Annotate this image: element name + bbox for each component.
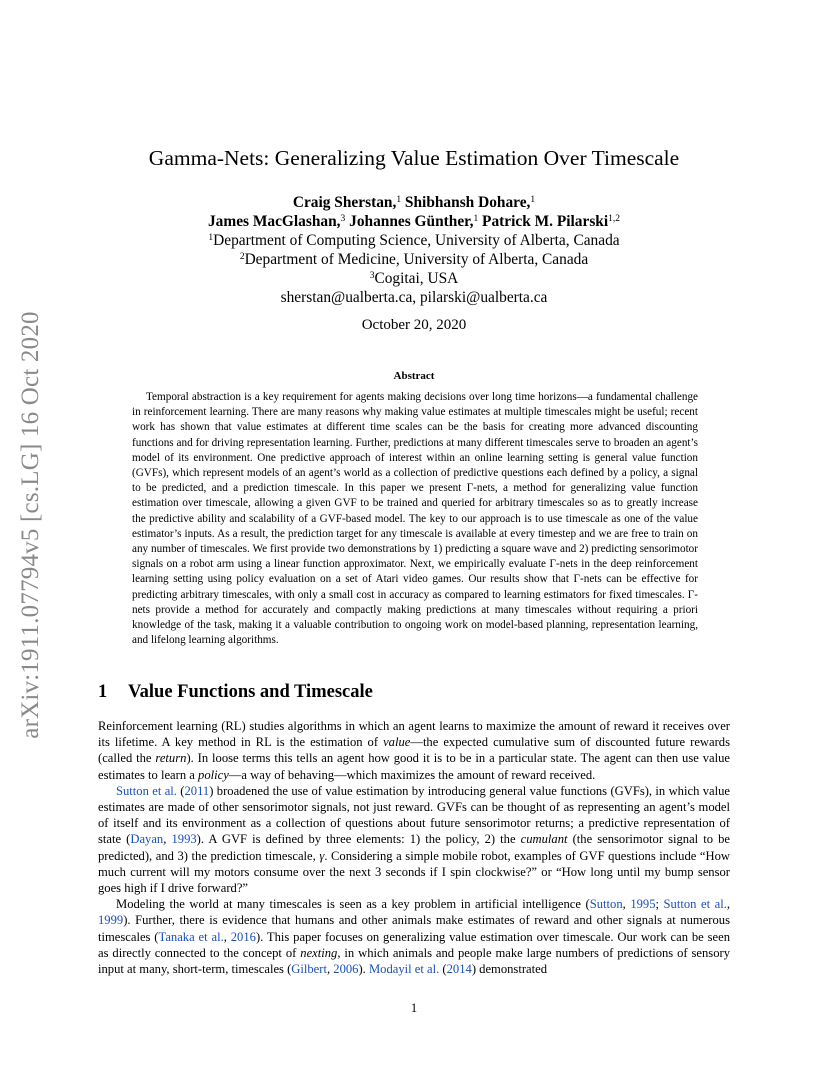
author-name: Shibhansh Dohare, (404, 194, 531, 211)
citation-link[interactable]: Sutton et al. (663, 897, 727, 912)
text-run: ; (655, 897, 664, 912)
citation-link[interactable]: 2016 (230, 929, 256, 944)
citation-link[interactable]: 2011 (184, 783, 210, 798)
emphasis-value: value (383, 735, 411, 750)
text-run: ). Further, there is evidence that humans and other animals make estimates of reward and other signals at numerous timescales ( (98, 913, 730, 944)
citation-link[interactable]: Sutton et al. (116, 783, 177, 798)
paragraph-2 (98, 783, 730, 896)
citation-link[interactable]: Dayan (130, 832, 164, 847)
text-run: —a way of behaving—which maximizes the amount of reward received. (228, 767, 596, 782)
arxiv-identifier: arXiv:1911.07794v5 [cs.LG] 16 Oct 2020 (17, 311, 44, 739)
text-run: , in which animals and people make large numbers of predictions of sensory input at many, short-term, timescales ( (98, 945, 730, 977)
author-line-2 (0, 212, 828, 231)
page-number: 1 (410, 1001, 418, 1015)
gamma-symbol: γ (319, 848, 325, 863)
text-run: ). This paper focuses on generalizing value estimation over timescale. Our work can be seen as directly connected to the concept of (98, 929, 731, 960)
text-run: . Considering a simple mobile robot, examples of GVF questions include “How much current will my motors consume over the next 3 seconds if I spin clockwise?” or “How long until my bump sensor goes high if I drive forward?” (98, 848, 730, 896)
citation-link[interactable]: Sutton (589, 897, 623, 912)
affiliation-text: Department of Medicine, University of Alberta, Canada (244, 251, 589, 268)
paper-title: Gamma-Nets: Generalizing Value Estimation Over Timescale (148, 146, 680, 170)
author-block (0, 193, 828, 307)
text-run: Modeling the world at many timescales is seen as a key problem in artificial intelligence ( (116, 897, 590, 912)
abstract-text: Temporal abstraction is a key requirement for agents making decisions over long time horizons—a fundamental challenge in reinforcement learning. There are many reasons why making value estimates at multiple timescales might be useful; recent work has shown that value estimates at different time scales can be the basis for creating more advanced discounting functions and for driving representation learning. Further, predictions at many different timescales serve to broaden an agent’s model of its environment. One predictive approach of interest within an online learning setting is general value function (GVFs), which represent models of an agent’s world as a collection of predictive questions each defined by a policy, a signal to be predicted, and a prediction timescale. In this paper we present Γ-nets, a method for generalizing value function estimation over timescale, allowing a given GVF to be trained and queried for arbitrary timescales so as to greatly increase the predictive ability and scalability of a GVF-based model. The key to our approach is to use timescale as one of the value estimator’s inputs. As a result, the prediction target for any timescale is available at every timestep and we are free to train on any number of timescales. We first provide two demonstrations by 1) predicting a square wave and 2) predicting sensorimotor signals on a robot arm using a linear function approximator. Next, we empirically evaluate Γ-nets in the deep reinforcement learning setting using policy evaluation on a set of Atari video games. Our results show that Γ-nets can be effective for predicting arbitrary timescales, with only a small cost in accuracy as compared to learning estimators for fixed timescales. Γ-nets provide a method for accurately and compactly making predictions at many timescales without requiring a priori knowledge of the task, making it a valuable contribution to ongoing work on model-based planning, representation learning, and lifelong learning algorithms. (132, 391, 698, 647)
affiliation-mark: 2 (239, 252, 245, 262)
affiliation-mark: 1 (396, 195, 402, 205)
affiliation-mark: 1,2 (608, 214, 621, 224)
affiliation-2 (0, 250, 828, 269)
text-run: , (163, 832, 172, 847)
text-run: Reinforcement learning (RL) studies algorithms in which an agent learns to maximize the amount of reward it receives over its lifetime. A key method in RL is the estimation of (98, 719, 730, 750)
author-line-1 (0, 193, 828, 212)
citation-link[interactable]: Modayil et al. (368, 962, 440, 977)
emphasis-cumulant: cumulant (520, 832, 568, 847)
text-run: , (726, 897, 730, 912)
citation-link[interactable]: 2006 (333, 962, 359, 977)
publication-date: October 20, 2020 (361, 317, 467, 333)
paragraph-1 (98, 718, 730, 783)
citation-link[interactable]: 1993 (171, 832, 197, 847)
emphasis-return: return (155, 751, 187, 766)
arxiv-sidebar-stamp (6, 290, 56, 760)
section-title: Value Functions and Timescale (128, 682, 373, 702)
abstract-heading: Abstract (393, 370, 435, 382)
author-name: Craig Sherstan, (292, 194, 397, 211)
citation-link[interactable]: Tanaka et al. (158, 929, 224, 944)
text-run: ) demonstrated (471, 962, 547, 977)
text-run: (the sensorimotor signal to be predicted), and 3) the prediction timescale, (98, 832, 731, 863)
affiliation-1 (0, 231, 828, 250)
affiliation-mark: 3 (369, 271, 375, 281)
affiliation-mark: 1 (208, 233, 214, 243)
author-emails: sherstan@ualberta.ca, pilarski@ualberta.ca (280, 289, 548, 306)
author-name: Patrick M. Pilarski (482, 213, 609, 230)
text-run: ). A GVF is defined by three elements: 1) the policy, 2) the (196, 832, 521, 847)
section-body (98, 718, 730, 977)
section-heading (98, 682, 373, 703)
text-run: ) broadened the use of value estimation by introducing general value functions (GVFs), in which value estimates are made of other sensorimotor signals, not just reward. GVFs can be thought of as representing an agent’s model of itself and its environment as a collection of questions about future sensorimotor returns; a predictive representation of state ( (98, 783, 730, 847)
author-name: James MacGlashan, (207, 213, 341, 230)
paragraph-3 (98, 896, 730, 977)
text-run: , (622, 897, 631, 912)
text-run: ). In loose terms this tells an agent how good it is to be in a particular state. The agent can then use value estimates to learn a (98, 751, 730, 782)
citation-link[interactable]: 1999 (98, 913, 124, 928)
affiliation-mark: 3 (340, 214, 346, 224)
citation-link[interactable]: Gilbert (291, 962, 327, 977)
affiliation-mark: 1 (473, 214, 479, 224)
text-run: ( (176, 783, 185, 798)
affiliation-text: Cogitai, USA (374, 270, 459, 287)
section-number: 1 (98, 682, 108, 702)
text-run: ( (439, 962, 447, 977)
text-run: —the expected cumulative sum of discounted future rewards (called the (98, 735, 731, 766)
affiliation-3 (0, 269, 828, 288)
citation-link[interactable]: 1995 (630, 897, 656, 912)
text-run: , (326, 962, 334, 977)
author-name: Johannes Günther, (349, 213, 474, 230)
emphasis-policy: policy (198, 767, 229, 782)
text-run: ). (358, 962, 369, 977)
text-run: , (223, 929, 231, 944)
emphasis-nexting: nexting (300, 945, 338, 960)
affiliation-text: Department of Computing Science, University of Alberta, Canada (213, 232, 620, 249)
citation-link[interactable]: 2014 (446, 962, 472, 977)
affiliation-mark: 1 (530, 195, 536, 205)
